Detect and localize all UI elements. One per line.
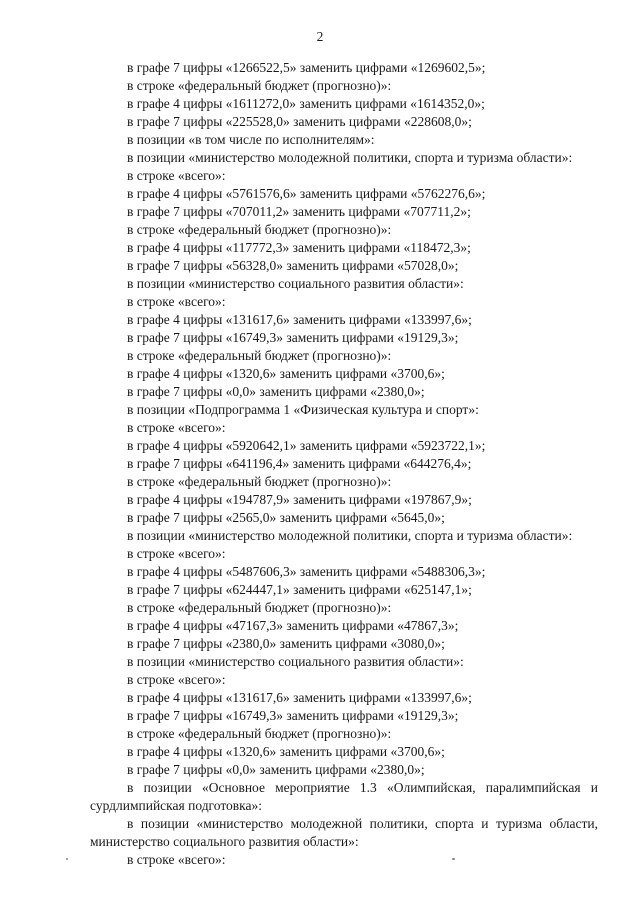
- text-line: в строке «федеральный бюджет (прогнозно)»:: [127, 726, 392, 741]
- text-line: в графе 7 цифры «2565,0» заменить цифрами «5645,0»;: [127, 510, 445, 525]
- text-line: в строке «федеральный бюджет (прогнозно)»:: [127, 474, 392, 489]
- text-line: в позиции «министерство социального развития области»:: [127, 654, 464, 669]
- text-line: в графе 7 цифры «16749,3» заменить цифрами «19129,3»;: [127, 330, 459, 345]
- text-line: в строке «всего»:: [127, 672, 226, 687]
- scan-speck: [66, 858, 68, 860]
- text-line: в графе 4 цифры «1611272,0» заменить цифрами «1614352,0»;: [127, 96, 485, 111]
- text-line: в графе 7 цифры «225528,0» заменить цифрами «228608,0»;: [127, 114, 472, 129]
- text-line: в графе 4 цифры «5920642,1» заменить цифрами «5923722,1»;: [127, 438, 486, 453]
- text-paragraph: в позиции «Основное мероприятие 1.3 «Олимпийская, паралимпийская и сурдлимпийская подготовка»:: [90, 780, 598, 813]
- page-number: 2: [316, 29, 324, 44]
- text-line: в позиции «в том числе по исполнителям»:: [127, 132, 375, 147]
- text-line: в графе 4 цифры «194787,9» заменить цифрами «197867,9»;: [127, 492, 472, 507]
- text-line: в строке «всего»:: [127, 852, 226, 867]
- text-line: в графе 4 цифры «131617,6» заменить цифрами «133997,6»;: [127, 312, 472, 327]
- text-line: в графе 4 цифры «1320,6» заменить цифрами «3700,6»;: [127, 744, 445, 759]
- text-line: в строке «всего»:: [127, 294, 226, 309]
- text-paragraph: в позиции «министерство молодежной политики, спорта и туризма области, министерство социального развития области»:: [90, 816, 598, 849]
- document-body: [90, 59, 598, 869]
- text-line: в позиции «министерство социального развития области»:: [127, 276, 464, 291]
- text-line: в графе 4 цифры «131617,6» заменить цифрами «133997,6»;: [127, 690, 472, 705]
- text-line: в графе 4 цифры «5487606,3» заменить цифрами «5488306,3»;: [127, 564, 486, 579]
- text-line: в строке «федеральный бюджет (прогнозно)»:: [127, 222, 392, 237]
- text-paragraph: в позиции «министерство молодежной политики, спорта и туризма области»:: [127, 150, 573, 165]
- text-line: в графе 7 цифры «624447,1» заменить цифрами «625147,1»;: [127, 582, 472, 597]
- text-line: в графе 7 цифры «0,0» заменить цифрами «2380,0»;: [127, 762, 425, 777]
- text-line: в графе 4 цифры «47167,3» заменить цифрами «47867,3»;: [127, 618, 459, 633]
- text-line: в строке «всего»:: [127, 546, 226, 561]
- text-line: в графе 7 цифры «641196,4» заменить цифрами «644276,4»;: [127, 456, 472, 471]
- text-line: в графе 7 цифры «2380,0» заменить цифрами «3080,0»;: [127, 636, 445, 651]
- text-line: в графе 7 цифры «16749,3» заменить цифрами «19129,3»;: [127, 708, 459, 723]
- text-line: в строке «федеральный бюджет (прогнозно)»:: [127, 78, 392, 93]
- text-line: в графе 4 цифры «1320,6» заменить цифрами «3700,6»;: [127, 366, 445, 381]
- text-line: в графе 7 цифры «56328,0» заменить цифрами «57028,0»;: [127, 258, 459, 273]
- text-line: в графе 4 цифры «5761576,6» заменить цифрами «5762276,6»;: [127, 186, 486, 201]
- text-line: в графе 7 цифры «1266522,5» заменить цифрами «1269602,5»;: [127, 60, 486, 75]
- text-line: в строке «всего»:: [127, 420, 226, 435]
- text-paragraph: в позиции «министерство молодежной политики, спорта и туризма области»:: [127, 528, 573, 543]
- text-line: в строке «федеральный бюджет (прогнозно)»:: [127, 348, 392, 363]
- text-line: в графе 4 цифры «117772,3» заменить цифрами «118472,3»;: [127, 240, 471, 255]
- text-line: в графе 7 цифры «707011,2» заменить цифрами «707711,2»;: [127, 204, 471, 219]
- scan-speck: [452, 858, 455, 860]
- text-line: в графе 7 цифры «0,0» заменить цифрами «2380,0»;: [127, 384, 425, 399]
- text-line: в строке «всего»:: [127, 168, 226, 183]
- text-line: в строке «федеральный бюджет (прогнозно)»:: [127, 600, 392, 615]
- text-line: в позиции «Подпрограмма 1 «Физическая культура и спорт»:: [127, 402, 479, 417]
